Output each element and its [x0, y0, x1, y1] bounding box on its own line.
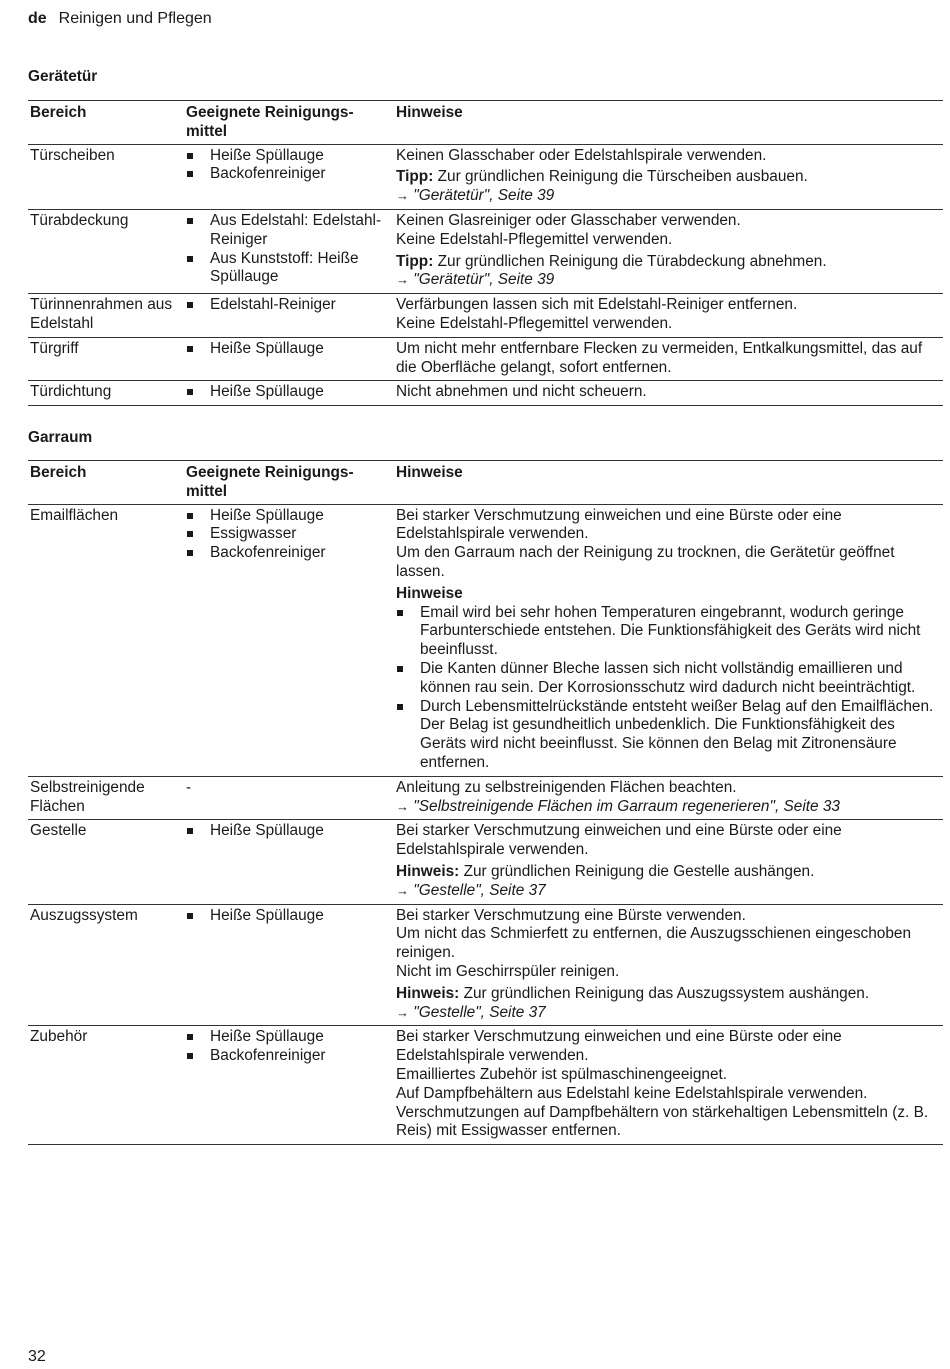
note-text: Um nicht mehr entfernbare Flecken zu vermeiden, Entkalkungsmittel, das auf die Oberfläche gelangt, sofort entfernen. — [396, 339, 923, 376]
area-cell: Emailflächen — [28, 504, 184, 776]
note-text: Um nicht das Schmierfett zu entfernen, die Auszugsschienen eingeschoben reinigen. — [396, 925, 912, 962]
agent-item: Heiße Spüllauge — [186, 1028, 394, 1047]
table-row — [28, 294, 943, 338]
note-text: Bei starker Verschmutzung einweichen und eine Bürste oder eine Edelstahlspirale verwenden. — [396, 506, 842, 543]
notes-cell — [394, 776, 943, 820]
notes-cell — [394, 209, 943, 293]
page-header — [28, 10, 212, 29]
agents-cell — [184, 820, 394, 904]
table-row — [28, 904, 943, 1026]
area-cell: Auszugssystem — [28, 904, 184, 1026]
cross-reference-link[interactable]: → "Selbstreinigende Flächen im Garraum regenerieren", Seite 33 — [396, 797, 840, 815]
arrow-right-icon: → — [396, 882, 409, 898]
hint-item: Durch Lebensmittelrückstände entsteht weißer Belag auf den Emailflächen. Der Belag ist gesundheitlich unbedenklich. Die Funktionsfähigkeit des Geräts wird nicht beeinflusst. Sie können den Belag mit Zitronensäure entfernen. — [396, 698, 943, 773]
table-row — [28, 820, 943, 904]
agent-item: Backofenreiniger — [186, 544, 394, 563]
table-row — [28, 504, 943, 776]
agents-cell — [184, 144, 394, 209]
area-cell: Türscheiben — [28, 144, 184, 209]
agents-cell — [184, 209, 394, 293]
agent-item: Heiße Spüllauge — [186, 147, 394, 166]
agent-item: Heiße Spüllauge — [186, 907, 394, 926]
area-cell: Türdichtung — [28, 381, 184, 406]
notes-cell — [394, 337, 943, 381]
note-text: Verschmutzungen auf Dampfbehältern von stärkehaltigen Lebensmitteln (z. B. Reis) mit Essigwasser entfernen. — [396, 1103, 929, 1140]
agent-item: Heiße Spüllauge — [186, 822, 394, 841]
area-cell: Gestelle — [28, 820, 184, 904]
notes-cell — [394, 820, 943, 904]
tip-text: Hinweis: Zur gründlichen Reinigung das Auszugssystem aushängen. — [396, 984, 870, 1002]
agents-cell: - — [184, 776, 394, 820]
agents-cell — [184, 294, 394, 338]
column-header-agents: Geeignete Reinigungs- mittel — [184, 461, 394, 505]
agent-item: Essigwasser — [186, 525, 394, 544]
table-header-row — [28, 101, 943, 145]
notes-cell — [394, 144, 943, 209]
table-row — [28, 337, 943, 381]
hint-heading: Hinweise — [396, 584, 463, 602]
cross-reference-link[interactable]: → "Gestelle", Seite 37 — [396, 1003, 546, 1021]
tip-text: Tipp: Zur gründlichen Reinigung die Türscheiben ausbauen. — [396, 168, 808, 186]
hint-item: Die Kanten dünner Bleche lassen sich nicht vollständig emaillieren und können rau sein. Der Korrosionsschutz wird dadurch nicht beeinträchtigt. — [396, 660, 943, 698]
language-code: de — [28, 10, 47, 27]
agents-cell — [184, 504, 394, 776]
arrow-right-icon: → — [396, 798, 409, 814]
agents-cell — [184, 904, 394, 1026]
agents-cell — [184, 1026, 394, 1145]
note-text: Bei starker Verschmutzung einweichen und eine Bürste oder eine Edelstahlspirale verwenden. — [396, 822, 842, 859]
table-row — [28, 1026, 943, 1145]
area-cell: Selbstreinigende Flächen — [28, 776, 184, 820]
note-text: Auf Dampfbehältern aus Edelstahl keine Edelstahlspirale verwenden. — [396, 1084, 868, 1102]
agent-item: Heiße Spüllauge — [186, 383, 394, 402]
notes-cell — [394, 294, 943, 338]
area-cell: Türabdeckung — [28, 209, 184, 293]
note-text: Bei starker Verschmutzung einweichen und eine Bürste oder eine Edelstahlspirale verwenden. — [396, 1028, 842, 1065]
notes-cell — [394, 1026, 943, 1145]
note-text: Keine Edelstahl-Pflegemittel verwenden. — [396, 314, 673, 332]
agent-item: Aus Kunststoff: Heiße Spüllauge — [186, 250, 394, 288]
hint-list — [396, 604, 943, 773]
table-row — [28, 144, 943, 209]
note-text: Keinen Glasschaber oder Edelstahlspirale verwenden. — [396, 146, 767, 164]
note-text: Bei starker Verschmutzung eine Bürste verwenden. — [396, 906, 746, 924]
chapter-title: Reinigen und Pflegen — [58, 10, 212, 27]
column-header-area: Bereich — [28, 101, 184, 145]
agent-item: Heiße Spüllauge — [186, 507, 394, 526]
hint-item: Email wird bei sehr hohen Temperaturen eingebrannt, wodurch geringe Farbunterschiede entstehen. Die Funktionsfähigkeit des Geräts wird nicht beeinflusst. — [396, 604, 943, 660]
notes-cell — [394, 904, 943, 1026]
table-row — [28, 776, 943, 820]
door-cleaning-table — [28, 100, 943, 406]
table-row — [28, 209, 943, 293]
section-title-door: Gerätetür — [28, 68, 98, 85]
column-header-notes: Hinweise — [394, 101, 943, 145]
agents-cell — [184, 381, 394, 406]
note-text: Emailliertes Zubehör ist spülmaschinengeeignet. — [396, 1065, 728, 1083]
area-cell: Türgriff — [28, 337, 184, 381]
notes-cell — [394, 504, 943, 776]
notes-cell — [394, 381, 943, 406]
agents-cell — [184, 337, 394, 381]
page-number: 32 — [28, 1348, 46, 1365]
tip-text: Tipp: Zur gründlichen Reinigung die Türabdeckung abnehmen. — [396, 252, 827, 270]
column-header-agents: Geeignete Reinigungs- mittel — [184, 101, 394, 145]
area-cell: Türinnenrahmen aus Edelstahl — [28, 294, 184, 338]
table-header-row — [28, 461, 943, 505]
note-text: Keinen Glasreiniger oder Glasschaber verwenden. — [396, 211, 741, 229]
agent-item: Backofenreiniger — [186, 165, 394, 184]
arrow-right-icon: → — [396, 188, 409, 204]
column-header-area: Bereich — [28, 461, 184, 505]
section-title-cavity: Garraum — [28, 429, 93, 446]
note-text: Anleitung zu selbstreinigenden Flächen beachten. — [396, 778, 737, 796]
agent-item: Edelstahl-Reiniger — [186, 296, 394, 315]
table-row — [28, 381, 943, 406]
note-text: Verfärbungen lassen sich mit Edelstahl-Reiniger entfernen. — [396, 296, 798, 314]
note-text: Um den Garraum nach der Reinigung zu trocknen, die Gerätetür geöffnet lassen. — [396, 544, 895, 580]
arrow-right-icon: → — [396, 1004, 409, 1020]
cross-reference-link[interactable]: → "Gerätetür", Seite 39 — [396, 271, 555, 289]
cross-reference-link[interactable]: → "Gerätetür", Seite 39 — [396, 187, 555, 205]
column-header-notes: Hinweise — [394, 461, 943, 505]
note-text: Keine Edelstahl-Pflegemittel verwenden. — [396, 230, 673, 248]
cross-reference-link[interactable]: → "Gestelle", Seite 37 — [396, 881, 546, 899]
note-text: Nicht im Geschirrspüler reinigen. — [396, 962, 620, 980]
arrow-right-icon: → — [396, 272, 409, 288]
agent-item: Backofenreiniger — [186, 1047, 394, 1066]
tip-text: Hinweis: Zur gründlichen Reinigung die Gestelle aushängen. — [396, 862, 815, 880]
note-text: Nicht abnehmen und nicht scheuern. — [396, 383, 647, 401]
cavity-cleaning-table — [28, 460, 943, 1145]
area-cell: Zubehör — [28, 1026, 184, 1145]
agent-item: Aus Edelstahl: Edelstahl-Reiniger — [186, 212, 394, 250]
agent-item: Heiße Spüllauge — [186, 340, 394, 359]
